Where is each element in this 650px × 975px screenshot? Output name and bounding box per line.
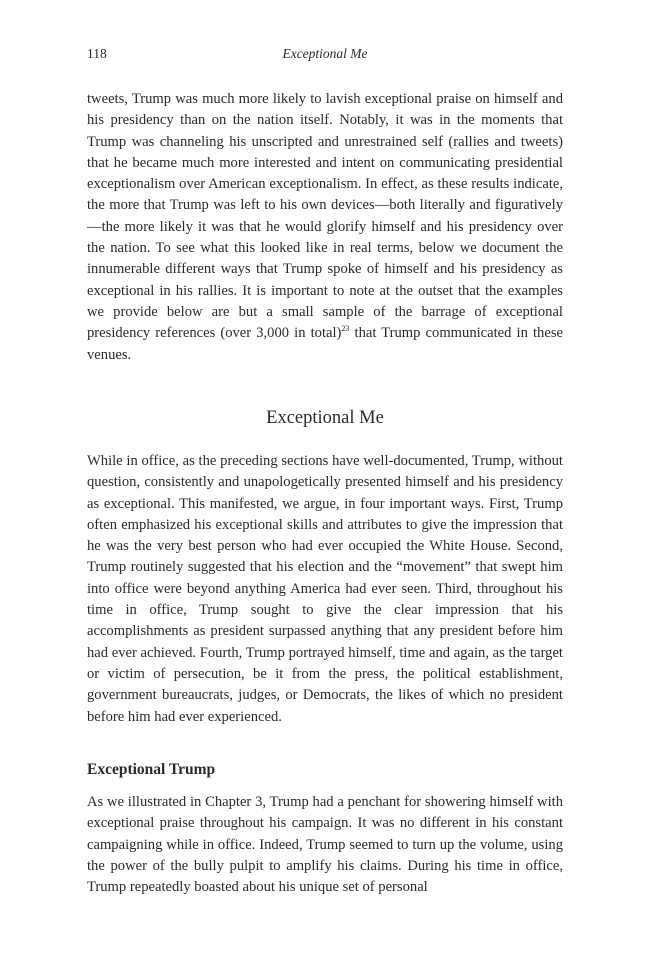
subsection-body [87, 792, 563, 898]
running-title: Exceptional Me [282, 46, 368, 61]
paragraph-text: tweets, Trump was much more likely to lavish exceptional praise on himself and his presidency than on the nation itself. Notably, it was in the moments that Trump was channeling his unscripted and unrestrained self (rallies and tweets) that he became much more interested and intent on communicating presidential exceptionalism over American exceptionalism. In effect, as these results indicate, the more that Trump was left to his own devices—both literally and figuratively—the more likely it was that he would glorify himself and his presidency over the nation. To see what this looked like in real terms, below we document the innumerable different ways that Trump spoke of himself and his presidency as exceptional in his rallies. It is important to note at the outset that the examples we provide below are but a small sample of the barrage of exceptional presidency references (over 3,000 in total) [87, 91, 563, 342]
paragraph-text: that Trump communicated in these venues. [87, 325, 563, 363]
page-number: 118 [87, 46, 107, 61]
paragraph: As we illustrated in Chapter 3, Trump had a penchant for showering himself with exceptional praise throughout his campaign. It was no different in his constant campaigning while in office. Indeed, Trump seemed to turn up the volume, using the power of the bully pulpit to amplify his claims. During his time in office, Trump repeatedly boasted about his unique set of personal [87, 794, 563, 896]
subsection-heading: Exceptional Trump [87, 761, 216, 778]
section-intro [87, 451, 563, 728]
paragraph-continued [87, 89, 563, 366]
paragraph [87, 89, 563, 366]
paragraph: While in office, as the preceding sections have well-documented, Trump, without question, consistently and unapologetically presented himself and his presidency as exceptional. This manifested, we argue, in four important ways. First, Trump often emphasized his exceptional skills and attributes to give the impression that he was the very best person who had ever occupied the White House. Second, Trump routinely suggested that his election and the “movement” that swept him into office were beyond anything America had ever seen. Third, throughout his time in office, Trump sought to give the clear impression that his accomplishments as president surpassed anything that any president before him had ever achieved. Fourth, Trump portrayed himself, time and again, as the target or victim of persecution, be it from the press, the political establishment, government bureaucrats, judges, or Democrats, the likes of which no president before him had ever experienced. [87, 453, 563, 725]
footnote-reference: 23 [341, 324, 350, 334]
running-head [87, 44, 563, 64]
section-heading: Exceptional Me [266, 408, 384, 428]
